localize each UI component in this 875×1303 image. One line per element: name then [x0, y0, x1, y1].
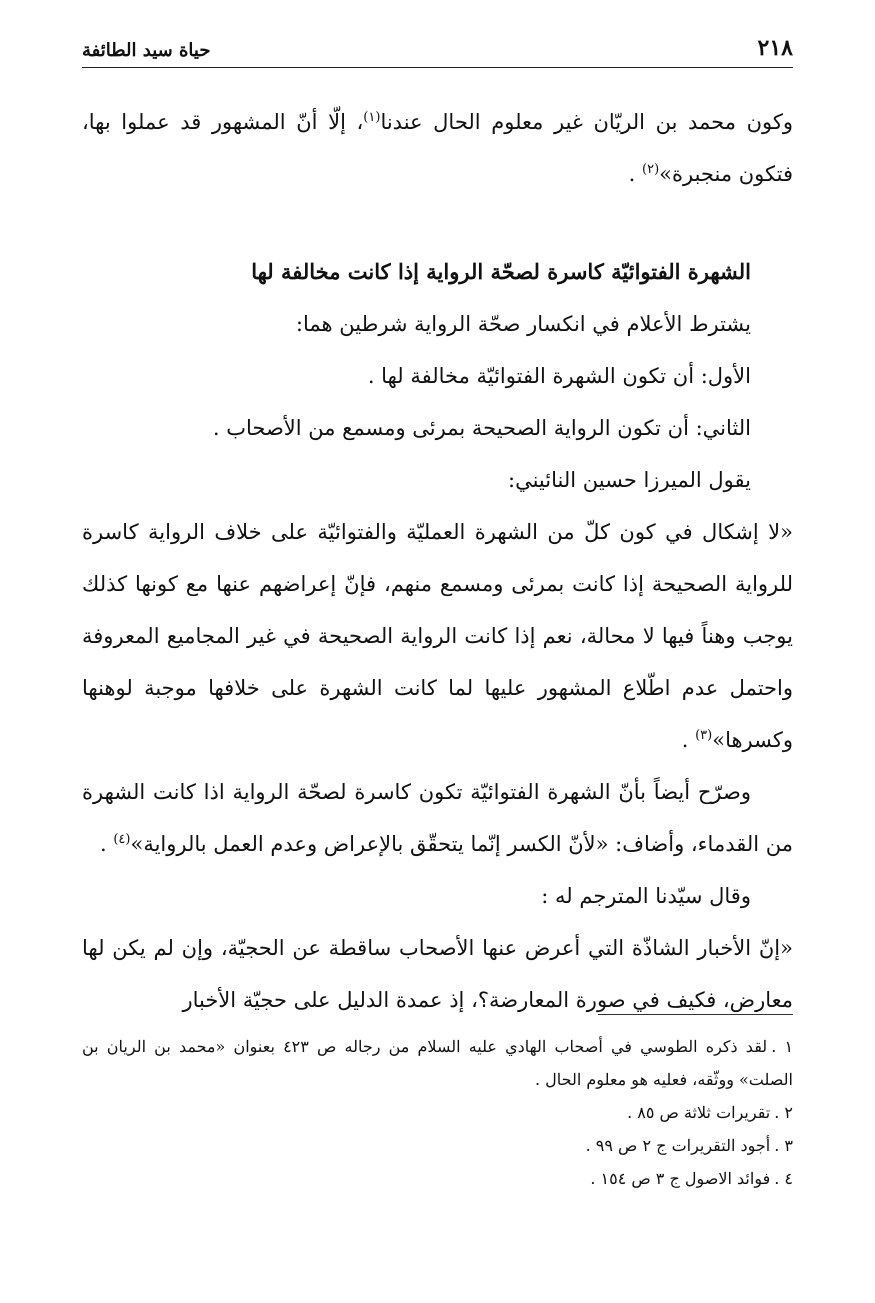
- footnote-ref-4: (٤): [113, 832, 131, 847]
- page-number: ٢١٨: [757, 35, 793, 61]
- footnote-number: ٣ .: [774, 1136, 793, 1155]
- main-text: [82, 96, 793, 1026]
- footnote-separator: [598, 1014, 793, 1015]
- footnote-1: [82, 1030, 793, 1096]
- footnotes: [82, 1030, 793, 1195]
- footnote-ref-3: (٣): [695, 728, 713, 743]
- paragraph: الأول: أن تكون الشهرة الفتوائيّة مخالفة لها .: [367, 364, 751, 388]
- paragraph-text: .: [628, 162, 643, 186]
- footnote-text: أجود التقريرات ج ٢ ص ٩٩ .: [585, 1136, 771, 1155]
- paragraph: [82, 766, 793, 870]
- quotation: «إنّ الأخبار الشاذّة التي أعرض عنها الأصحاب ساقطة عن الحجيّة، وإن لم يكن لها معارض، فكيف في صورة المعارضة؟، إذ عمدة الدليل على حجيّة الأخبار: [82, 936, 793, 1012]
- paragraph: يشترط الأعلام في انكسار صحّة الرواية شرطين هما:: [295, 312, 751, 336]
- footnote-ref-1: (١): [363, 110, 381, 125]
- paragraph-text: .: [99, 832, 114, 856]
- paragraph-text: وصرّح أيضاً بأنّ الشهرة الفتوائيّة تكون كاسرة لصحّة الرواية اذا كانت الشهرة من القدماء، وأضاف: «لأنّ الكسر إنّما يتحقّق بالإعراض وعدم العمل بالرواية»: [82, 780, 793, 856]
- footnote-number: ١ .: [771, 1037, 794, 1056]
- footnote-3: [82, 1129, 793, 1162]
- footnote-ref-2: (٢): [642, 162, 660, 177]
- paragraph: الثاني: أن تكون الرواية الصحيحة بمرئى ومسمع من الأصحاب .: [212, 416, 751, 440]
- paragraph-text: .: [681, 728, 696, 752]
- quotation-text: «لا إشكال في كون كلّ من الشهرة العمليّة والفتوائيّة على خلاف الرواية كاسرة للرواية الصحيحة إذا كانت بمرئى ومسمع منهم، فإنّ إعراضهم عنها مع كونها كذلك يوجب وهناً فيها لا محالة، نعم إذا كانت الرواية الصحيحة في غير المجاميع المعروفة واحتمل عدم اطّلاع المشهور عليها لما كانت الشهرة على خلافها موجبة لوهنها وكسرها»: [82, 520, 793, 752]
- quotation: [82, 506, 793, 766]
- footnote-text: فوائد الاصول ج ٣ ص ١٥٤ .: [590, 1169, 771, 1188]
- footnote-2: [82, 1096, 793, 1129]
- paragraph: يقول الميرزا حسين النائيني:: [508, 468, 751, 492]
- footnote-4: [82, 1162, 793, 1195]
- footnote-text: تقريرات ثلاثة ص ٨٥ .: [627, 1103, 771, 1122]
- page-header: [82, 28, 793, 68]
- running-title: حياة سيد الطائفة: [82, 40, 211, 61]
- paragraph-text: ، إلّا أنّ المشهور قد عملوا بها، فتكون منجبرة»: [82, 110, 793, 186]
- paragraph-continuation: [82, 96, 793, 200]
- section-heading: الشهرة الفتوائيّة كاسرة لصحّة الرواية إذا كانت مخالفة لها: [251, 259, 751, 284]
- footnote-number: ٢ .: [774, 1103, 793, 1122]
- paragraph-text: وكون محمد بن الريّان غير معلوم الحال عندنا: [380, 110, 793, 134]
- paragraph: وقال سيّدنا المترجم له :: [541, 884, 751, 908]
- footnote-number: ٤ .: [774, 1169, 793, 1188]
- footnote-text: لقد ذكره الطوسي في أصحاب الهادي عليه السلام من رجاله ص ٤٢٣ بعنوان «محمد بن الريان بن الصلت» ووثّقه، فعليه هو معلوم الحال .: [82, 1037, 793, 1089]
